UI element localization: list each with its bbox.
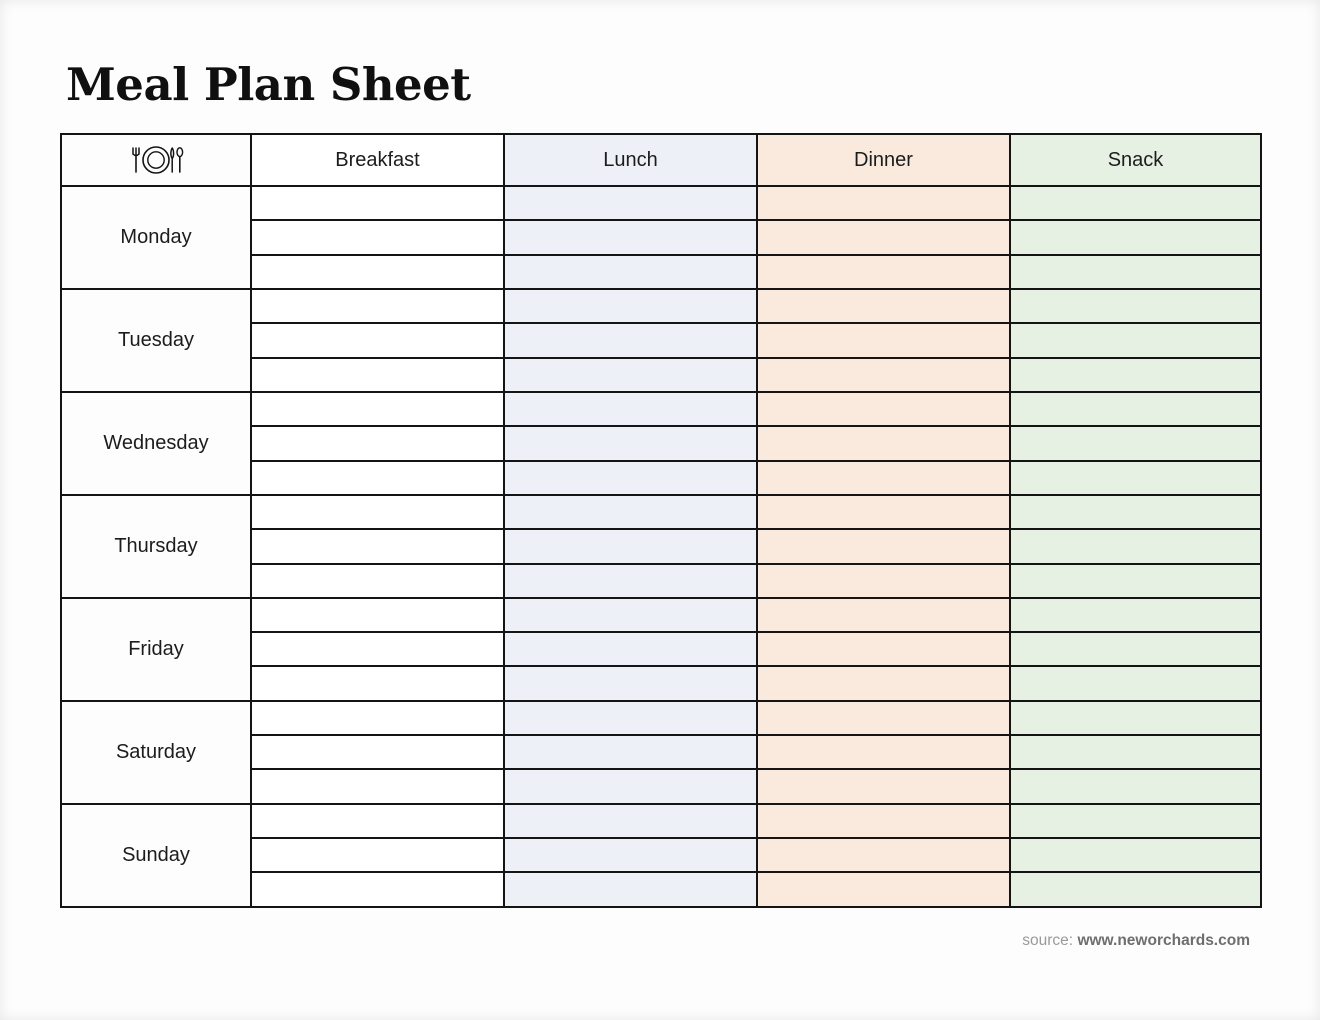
source-credit [1022, 932, 1250, 950]
meal-slot-lunch [504, 220, 757, 254]
meal-slot-snack [1010, 735, 1261, 769]
meal-slot-dinner [757, 632, 1010, 666]
place-setting-icon [62, 145, 250, 175]
meal-slot-breakfast [251, 461, 504, 495]
meal-slot-breakfast [251, 804, 504, 838]
day-label-saturday: Saturday [61, 701, 251, 804]
day-label-sunday: Sunday [61, 804, 251, 907]
meal-slot-dinner [757, 186, 1010, 220]
meal-slot-breakfast [251, 701, 504, 735]
meal-slot-breakfast [251, 323, 504, 357]
meal-slot-snack [1010, 598, 1261, 632]
column-header-dinner: Dinner [757, 134, 1010, 186]
meal-plan-row [61, 392, 1261, 426]
meal-slot-dinner [757, 564, 1010, 598]
meal-slot-lunch [504, 666, 757, 700]
meal-slot-dinner [757, 872, 1010, 907]
meal-slot-snack [1010, 255, 1261, 289]
meal-slot-breakfast [251, 598, 504, 632]
meal-slot-lunch [504, 598, 757, 632]
meal-plan-row [61, 289, 1261, 323]
meal-slot-lunch [504, 186, 757, 220]
meal-plan-table-header [61, 134, 1261, 186]
meal-slot-breakfast [251, 289, 504, 323]
meal-slot-dinner [757, 289, 1010, 323]
meal-plan-row [61, 495, 1261, 529]
meal-plan-row [61, 804, 1261, 838]
meal-slot-breakfast [251, 358, 504, 392]
column-header-snack: Snack [1010, 134, 1261, 186]
meal-plan-table [60, 133, 1262, 908]
meal-slot-breakfast [251, 529, 504, 563]
meal-slot-snack [1010, 495, 1261, 529]
meal-slot-breakfast [251, 838, 504, 872]
meal-slot-lunch [504, 804, 757, 838]
meal-slot-dinner [757, 769, 1010, 803]
day-label-thursday: Thursday [61, 495, 251, 598]
meal-slot-snack [1010, 461, 1261, 495]
meal-slot-lunch [504, 426, 757, 460]
meal-slot-lunch [504, 735, 757, 769]
meal-slot-dinner [757, 735, 1010, 769]
meal-slot-dinner [757, 701, 1010, 735]
meal-slot-lunch [504, 495, 757, 529]
meal-slot-breakfast [251, 426, 504, 460]
meal-slot-snack [1010, 666, 1261, 700]
meal-slot-snack [1010, 529, 1261, 563]
meal-slot-dinner [757, 461, 1010, 495]
meal-slot-dinner [757, 220, 1010, 254]
meal-slot-snack [1010, 220, 1261, 254]
meal-slot-dinner [757, 666, 1010, 700]
meal-slot-lunch [504, 632, 757, 666]
page-title: Meal Plan Sheet [66, 58, 471, 111]
meal-slot-lunch [504, 564, 757, 598]
meal-slot-dinner [757, 529, 1010, 563]
meal-slot-dinner [757, 392, 1010, 426]
meal-slot-lunch [504, 769, 757, 803]
meal-slot-snack [1010, 392, 1261, 426]
meal-slot-lunch [504, 255, 757, 289]
day-label-wednesday: Wednesday [61, 392, 251, 495]
meal-slot-breakfast [251, 735, 504, 769]
meal-slot-breakfast [251, 872, 504, 907]
meal-slot-lunch [504, 529, 757, 563]
meal-plan-table-body [61, 186, 1261, 907]
meal-slot-lunch [504, 701, 757, 735]
meal-slot-breakfast [251, 666, 504, 700]
column-header-lunch: Lunch [504, 134, 757, 186]
meal-slot-breakfast [251, 186, 504, 220]
meal-slot-snack [1010, 358, 1261, 392]
meal-slot-lunch [504, 838, 757, 872]
meal-slot-breakfast [251, 632, 504, 666]
meal-slot-snack [1010, 186, 1261, 220]
source-label: source: [1022, 932, 1074, 949]
meal-plan-row [61, 186, 1261, 220]
meal-slot-snack [1010, 701, 1261, 735]
meal-slot-breakfast [251, 564, 504, 598]
meal-slot-lunch [504, 323, 757, 357]
meal-slot-snack [1010, 872, 1261, 907]
meal-slot-snack [1010, 289, 1261, 323]
meal-slot-dinner [757, 495, 1010, 529]
header-row [61, 134, 1261, 186]
meal-slot-lunch [504, 461, 757, 495]
meal-slot-breakfast [251, 495, 504, 529]
meal-slot-lunch [504, 872, 757, 907]
meal-slot-snack [1010, 426, 1261, 460]
meal-slot-breakfast [251, 392, 504, 426]
meal-slot-breakfast [251, 220, 504, 254]
meal-slot-dinner [757, 323, 1010, 357]
day-label-friday: Friday [61, 598, 251, 701]
day-label-tuesday: Tuesday [61, 289, 251, 392]
meal-plan-row [61, 598, 1261, 632]
meal-slot-dinner [757, 804, 1010, 838]
meal-slot-breakfast [251, 769, 504, 803]
meal-slot-dinner [757, 358, 1010, 392]
meal-slot-snack [1010, 323, 1261, 357]
meal-slot-lunch [504, 358, 757, 392]
meal-slot-snack [1010, 564, 1261, 598]
meal-slot-breakfast [251, 255, 504, 289]
column-header-breakfast: Breakfast [251, 134, 504, 186]
meal-plan-row [61, 701, 1261, 735]
meal-slot-dinner [757, 838, 1010, 872]
meal-slot-lunch [504, 289, 757, 323]
source-url: www.neworchards.com [1077, 932, 1250, 949]
meal-slot-dinner [757, 426, 1010, 460]
meal-slot-snack [1010, 804, 1261, 838]
meal-slot-lunch [504, 392, 757, 426]
meal-slot-snack [1010, 769, 1261, 803]
meal-slot-snack [1010, 632, 1261, 666]
meal-slot-dinner [757, 255, 1010, 289]
meal-slot-dinner [757, 598, 1010, 632]
day-label-monday: Monday [61, 186, 251, 289]
meal-slot-snack [1010, 838, 1261, 872]
corner-cell [61, 134, 251, 186]
